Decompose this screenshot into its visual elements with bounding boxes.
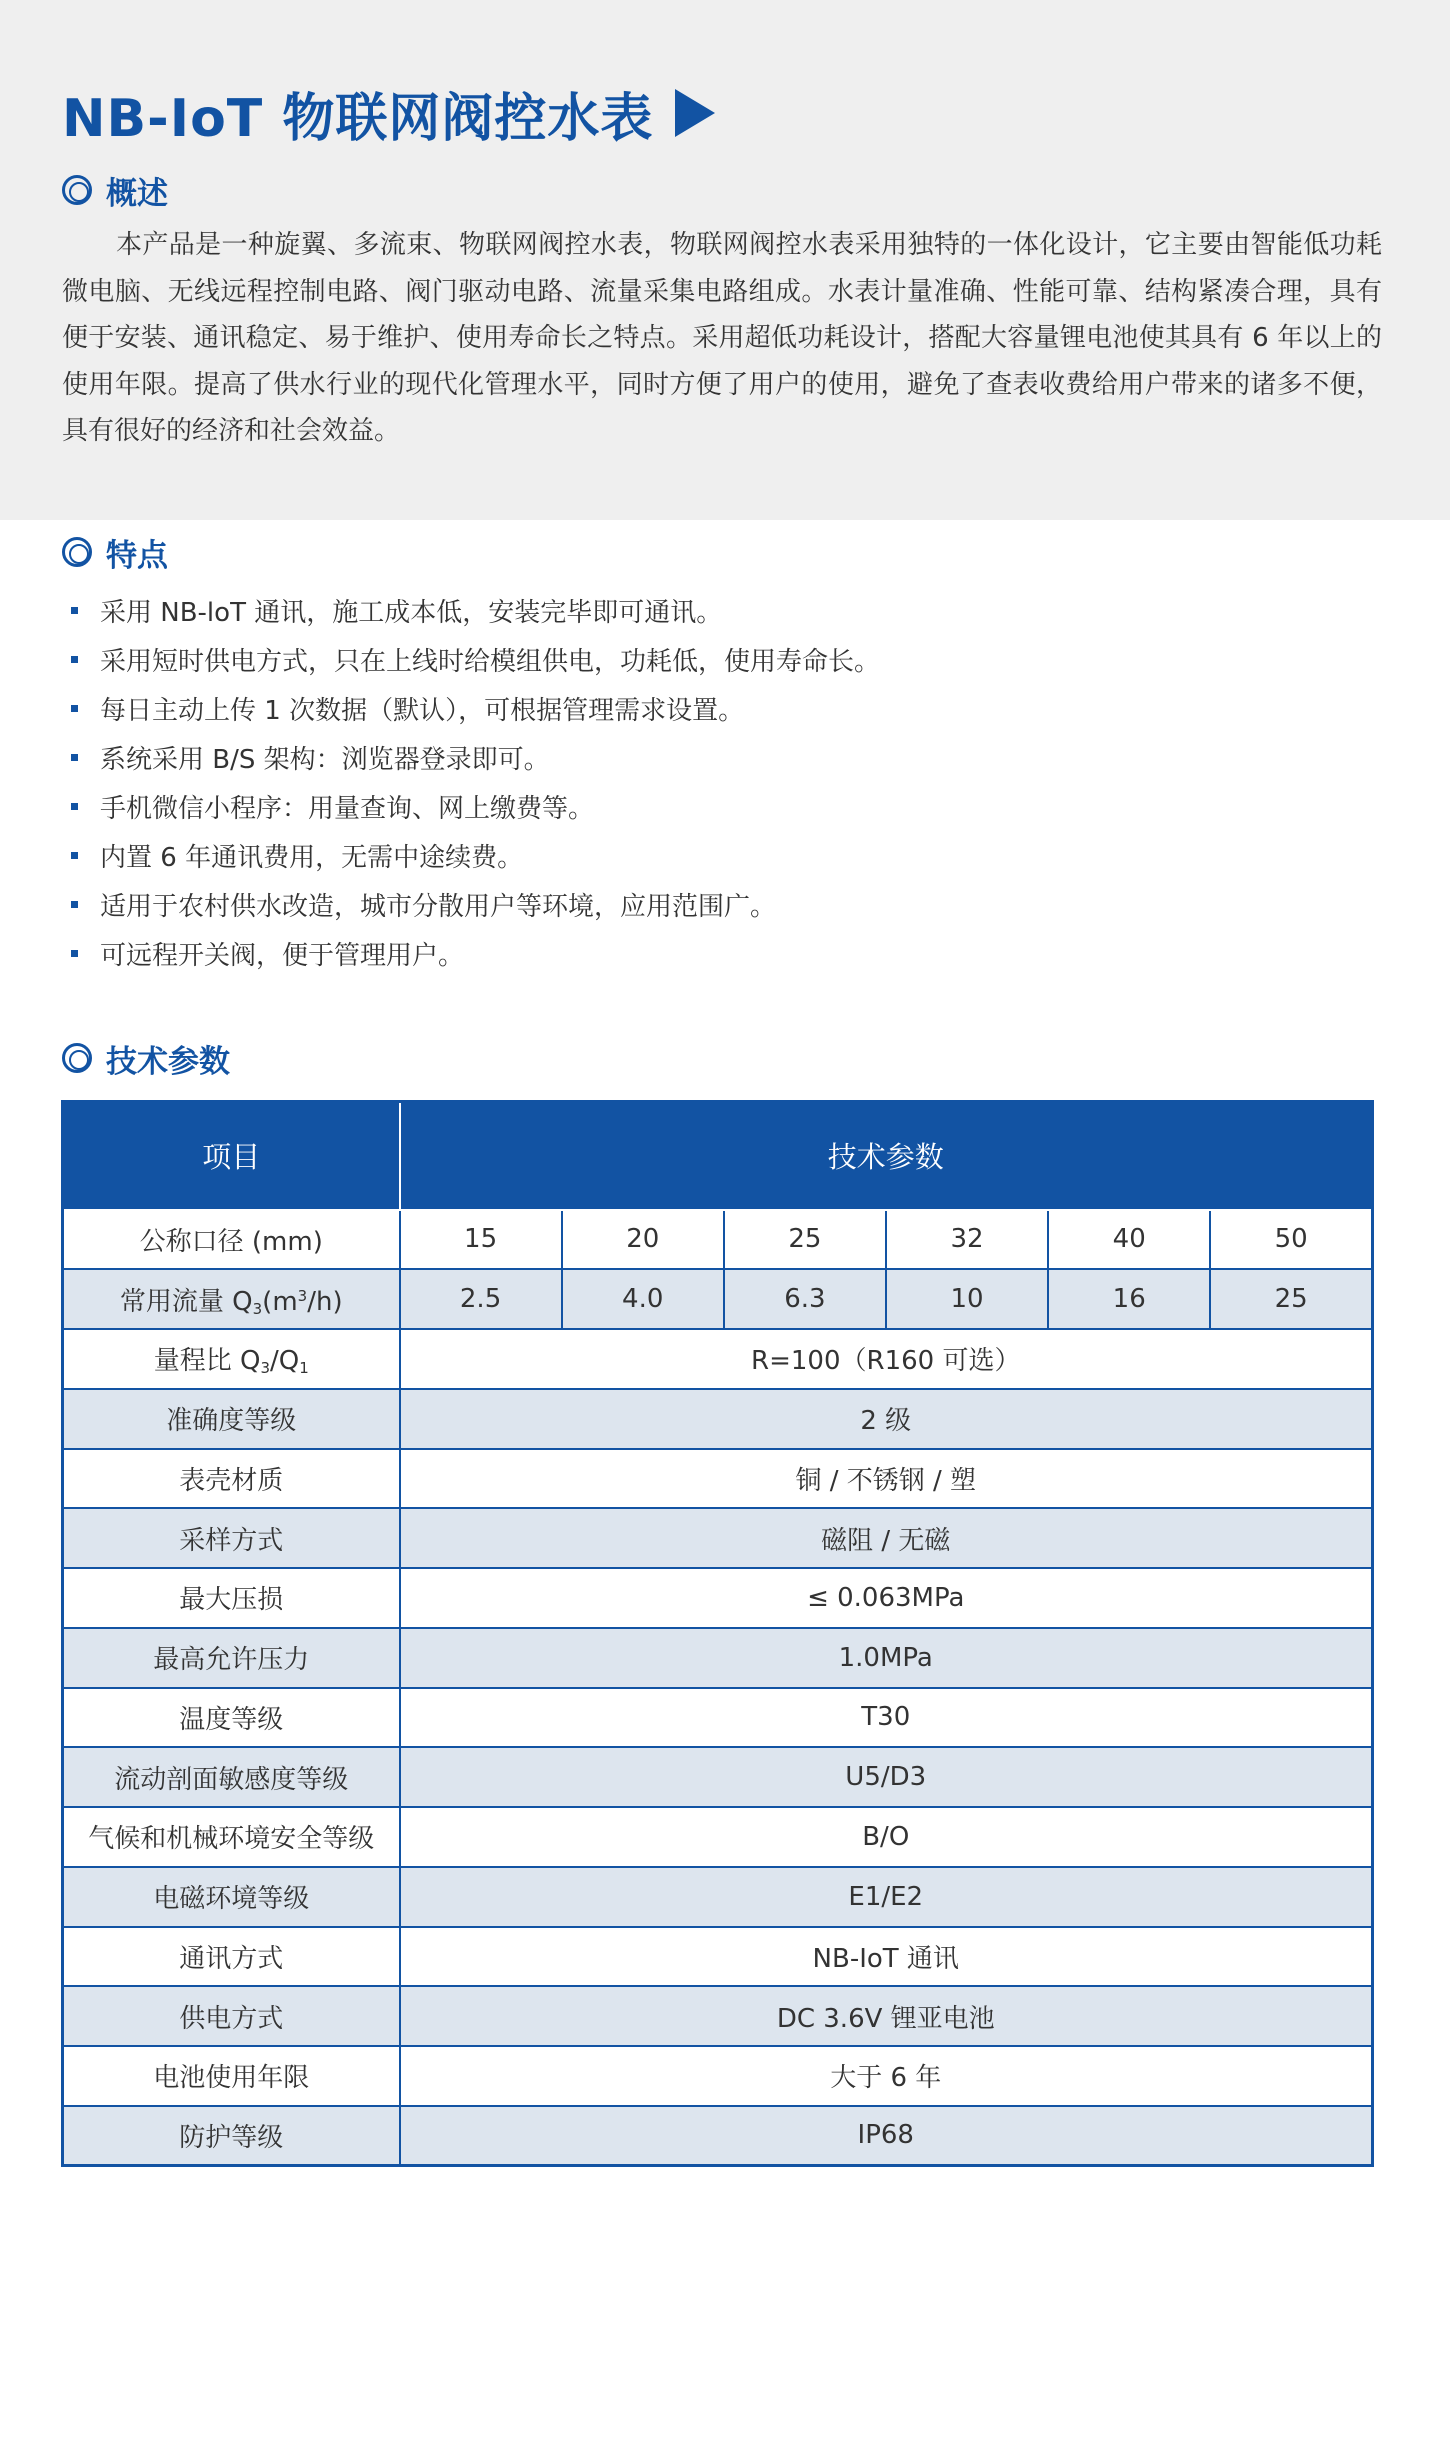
label-subscript: 1 — [299, 1359, 309, 1378]
table-row — [63, 1210, 1373, 1270]
header-params: 技术参数 — [400, 1102, 1373, 1210]
row-label: 防护等级 — [63, 2106, 400, 2166]
cell: 15 — [400, 1210, 562, 1270]
label-superscript: 3 — [297, 1286, 308, 1305]
row-label: 最高允许压力 — [63, 1628, 400, 1688]
table-row — [63, 1269, 1373, 1329]
square-bullet-icon — [71, 754, 78, 761]
square-bullet-icon — [71, 803, 78, 810]
cell: 铜 / 不锈钢 / 塑 — [400, 1449, 1373, 1509]
feature-item — [62, 782, 1382, 831]
cell: 25 — [724, 1210, 886, 1270]
cell: 1.0MPa — [400, 1628, 1373, 1688]
cell: 4.0 — [562, 1269, 724, 1329]
square-bullet-icon — [71, 950, 78, 957]
label-subscript: 3 — [252, 1299, 263, 1318]
feature-text: 采用 NB-loT 通讯，施工成本低，安装完毕即可通讯。 — [100, 598, 723, 628]
feature-text: 内置 6 年通讯费用，无需中途续费。 — [100, 843, 524, 873]
label-part: /h) — [307, 1286, 343, 1317]
header-item: 项目 — [63, 1102, 400, 1210]
cell: E1/E2 — [400, 1867, 1373, 1927]
row-label: 电池使用年限 — [63, 2046, 400, 2106]
table-row — [63, 2046, 1373, 2106]
label-part: (m — [262, 1286, 298, 1317]
overview-heading — [62, 168, 168, 212]
cell: 20 — [562, 1210, 724, 1270]
double-circle-icon — [62, 175, 92, 205]
table-row — [63, 1508, 1373, 1568]
cell: 2.5 — [400, 1269, 562, 1329]
label-part: 量程比 Q — [153, 1346, 261, 1377]
cell: 25 — [1210, 1269, 1372, 1329]
table-row — [63, 1329, 1373, 1389]
double-circle-icon — [62, 1043, 92, 1073]
table-row — [63, 1568, 1373, 1628]
cell: IP68 — [400, 2106, 1373, 2166]
cell: NB-IoT 通讯 — [400, 1927, 1373, 1987]
label-part: /Q — [270, 1346, 300, 1377]
cell: ≤ 0.063MPa — [400, 1568, 1373, 1628]
row-label: 供电方式 — [63, 1986, 400, 2046]
table-row — [63, 2106, 1373, 2166]
specs-heading-text: 技术参数 — [106, 1043, 230, 1080]
spec-table — [61, 1100, 1374, 2167]
feature-text: 系统采用 B/S 架构：浏览器登录即可。 — [100, 745, 550, 775]
table-row — [63, 1628, 1373, 1688]
feature-text: 采用短时供电方式，只在上线时给模组供电，功耗低，使用寿命长。 — [100, 647, 881, 677]
label-subscript: 3 — [260, 1359, 270, 1378]
square-bullet-icon — [71, 852, 78, 859]
row-label: 表壳材质 — [63, 1449, 400, 1509]
row-label: 公称口径 (mm) — [63, 1210, 400, 1270]
cell: 40 — [1048, 1210, 1210, 1270]
row-label: 通讯方式 — [63, 1927, 400, 1987]
table-row — [63, 1986, 1373, 2046]
play-icon — [675, 89, 715, 137]
cell: 6.3 — [724, 1269, 886, 1329]
feature-item — [62, 684, 1382, 733]
overview-paragraph — [62, 222, 1382, 455]
table-row — [63, 1867, 1373, 1927]
table-row — [63, 1688, 1373, 1748]
feature-text: 可远程开关阀，便于管理用户。 — [100, 941, 465, 971]
row-label: 最大压损 — [63, 1568, 400, 1628]
row-label: 温度等级 — [63, 1688, 400, 1748]
row-label: 流动剖面敏感度等级 — [63, 1747, 400, 1807]
row-label: 采样方式 — [63, 1508, 400, 1568]
row-label: 准确度等级 — [63, 1389, 400, 1449]
row-label — [63, 1329, 400, 1389]
square-bullet-icon — [71, 607, 78, 614]
table-row — [63, 1807, 1373, 1867]
feature-text: 适用于农村供水改造，城市分散用户等环境，应用范围广。 — [100, 892, 777, 922]
cell: 32 — [886, 1210, 1048, 1270]
cell: 2 级 — [400, 1389, 1373, 1449]
feature-item — [62, 831, 1382, 880]
features-heading-text: 特点 — [106, 537, 168, 574]
cell: 大于 6 年 — [400, 2046, 1373, 2106]
feature-item — [62, 880, 1382, 929]
overview-heading-text: 概述 — [106, 175, 168, 212]
cell: 10 — [886, 1269, 1048, 1329]
feature-item — [62, 733, 1382, 782]
table-row — [63, 1449, 1373, 1509]
square-bullet-icon — [71, 705, 78, 712]
specs-heading — [62, 1036, 230, 1080]
cell: U5/D3 — [400, 1747, 1373, 1807]
features-list — [62, 586, 1382, 978]
table-row — [63, 1927, 1373, 1987]
table-header-row — [63, 1102, 1373, 1210]
row-label: 气候和机械环境安全等级 — [63, 1807, 400, 1867]
features-heading — [62, 530, 168, 574]
table-row — [63, 1747, 1373, 1807]
row-label: 电磁环境等级 — [63, 1867, 400, 1927]
feature-text: 手机微信小程序：用量查询、网上缴费等。 — [100, 794, 595, 824]
feature-item — [62, 586, 1382, 635]
feature-item — [62, 635, 1382, 684]
row-label — [63, 1269, 400, 1329]
overview-text: 本产品是一种旋翼、多流束、物联网阀控水表，物联网阀控水表采用独特的一体化设计，它主要由智能低功耗微电脑、无线远程控制电路、阀门驱动电路、流量采集电路组成。水表计量准确、性能可靠、结构紧凑合理，具有便于安装、通讯稳定、易于维护、使用寿命长之特点。采用超低功耗设计，搭配大容量锂电池使其具有 6 年以上的使用年限。提高了供水行业的现代化管理水平，同时方便了用户的使用，避免了查表收费给用户带来的诸多不便，具有很好的经济和社会效益。 — [62, 230, 1382, 446]
table-row — [63, 1389, 1373, 1449]
square-bullet-icon — [71, 656, 78, 663]
cell: 磁阻 / 无磁 — [400, 1508, 1373, 1568]
cell: B/O — [400, 1807, 1373, 1867]
cell: DC 3.6V 锂亚电池 — [400, 1986, 1373, 2046]
cell: R=100（R160 可选） — [400, 1329, 1373, 1389]
square-bullet-icon — [71, 901, 78, 908]
cell: T30 — [400, 1688, 1373, 1748]
label-part: 常用流量 Q — [119, 1286, 253, 1317]
feature-item — [62, 929, 1382, 978]
cell: 16 — [1048, 1269, 1210, 1329]
cell: 50 — [1210, 1210, 1372, 1270]
page-title-text: NB-IoT 物联网阀控水表 — [62, 88, 654, 149]
feature-text: 每日主动上传 1 次数据（默认），可根据管理需求设置。 — [100, 696, 745, 726]
page-title — [62, 78, 715, 148]
double-circle-icon — [62, 537, 92, 567]
